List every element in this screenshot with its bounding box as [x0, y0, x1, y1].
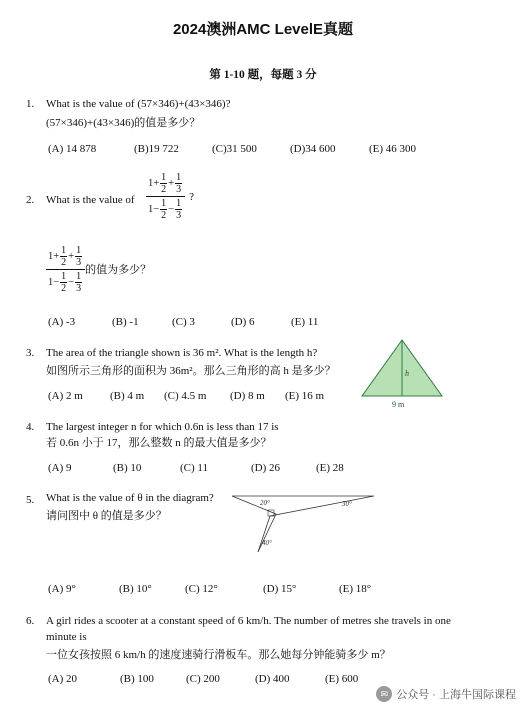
option-c[interactable]: (C) 3 — [172, 316, 195, 328]
option-d[interactable]: (D) 6 — [231, 316, 255, 328]
math-expression-cn: 1 + $\frac{1}{2}$ + $\frac{1}{3}$ 1 − $\frac{1}{2}$ − $\frac{1}{3}$ 的值为多少？ — [48, 245, 152, 294]
height-label: h — [405, 369, 409, 378]
option-a[interactable]: (A) 2 m — [48, 390, 83, 402]
option-e[interactable]: (E) 600 — [325, 673, 359, 685]
option-d[interactable]: (D) 26 — [251, 462, 281, 474]
question-number: 6. — [26, 615, 35, 627]
option-d[interactable]: (D) 8 m — [230, 390, 265, 402]
wechat-icon: ✉ — [376, 686, 392, 702]
question-text-cn: 一位女孩按照 6 km/h 的速度速骑行滑板车。那么她每分钟能骑多少 m？ — [46, 649, 391, 661]
option-a[interactable]: (A) 20 — [48, 673, 78, 685]
angle-label-30: 30° — [342, 500, 352, 508]
option-c[interactable]: (C) 11 — [180, 462, 209, 474]
option-e[interactable]: (E) 11 — [291, 316, 319, 328]
watermark-text: 公众号 · 上海牛国际课程 — [396, 689, 516, 701]
triangle-figure — [360, 338, 444, 412]
section-heading: 第 1-10 题，每题 3 分 — [209, 69, 317, 81]
question-number: 4. — [26, 421, 35, 433]
option-d[interactable]: (D)34 600 — [290, 143, 336, 155]
question-text-en: The area of the triangle shown is 36 m². What is the length h? — [46, 347, 318, 359]
option-a[interactable]: (A) 9 — [48, 462, 72, 474]
angle-label-40: 40° — [262, 539, 272, 547]
option-b[interactable]: (B)19 722 — [134, 143, 179, 155]
option-e[interactable]: (E) 46 300 — [369, 143, 417, 155]
question-text-en: What is the value of — [46, 194, 135, 206]
question-number: 2. — [26, 194, 35, 206]
math-expression: 1 + $\frac{1}{2}$ + $\frac{1}{3}$ 1 − $\frac{1}{2}$ − $\frac{1}{3}$ ? — [148, 172, 194, 221]
question-number: 5. — [26, 494, 35, 506]
angle-diagram — [230, 492, 380, 556]
option-c[interactable]: (C) 200 — [186, 673, 220, 685]
option-b[interactable]: (B) 100 — [120, 673, 154, 685]
watermark — [376, 686, 516, 702]
option-a[interactable]: (A) 14 878 — [48, 143, 97, 155]
option-e[interactable]: (E) 16 m — [285, 390, 325, 402]
option-c[interactable]: (C)31 500 — [212, 143, 257, 155]
option-b[interactable]: (B) 10° — [119, 583, 152, 595]
page-title: 2024澳洲AMC LevelE真题 — [172, 21, 354, 38]
question-text-cn: 请问图中 θ 的值是多少？ — [46, 510, 167, 522]
question-text-en: What is the value of θ in the diagram? — [46, 492, 214, 504]
question-text-cn: 若 0.6n 小于 17，那么整数 n 的最大值是多少？ — [46, 437, 272, 449]
option-b[interactable]: (B) -1 — [112, 316, 139, 328]
question-number: 1. — [26, 98, 35, 110]
option-a[interactable]: (A) 9° — [48, 583, 76, 595]
option-b[interactable]: (B) 4 m — [110, 390, 145, 402]
question-text-en: A girl rides a scooter at a constant speed of 6 km/h. The number of metres she travels in one — [46, 615, 451, 627]
option-d[interactable]: (D) 400 — [255, 673, 290, 685]
question-text-cn: (57×346)+(43×346)的值是多少？ — [46, 117, 201, 129]
angle-label-20: 20° — [260, 499, 270, 507]
base-label: 9 m — [392, 400, 405, 409]
question-text-en: The largest integer n for which 0.6n is less than 17 is — [46, 421, 279, 433]
option-a[interactable]: (A) -3 — [48, 316, 76, 328]
question-text-cn: 如图所示三角形的面积为 36m²。那么三角形的高 h 是多少？ — [46, 365, 336, 377]
question-text-en-cont: minute is — [46, 631, 87, 643]
option-b[interactable]: (B) 10 — [113, 462, 142, 474]
option-e[interactable]: (E) 28 — [316, 462, 344, 474]
option-c[interactable]: (C) 4.5 m — [164, 390, 207, 402]
question-number: 3. — [26, 347, 35, 359]
option-e[interactable]: (E) 18° — [339, 583, 372, 595]
question-text-en: What is the value of (57×346)+(43×346)? — [46, 98, 231, 110]
option-c[interactable]: (C) 12° — [185, 583, 218, 595]
option-d[interactable]: (D) 15° — [263, 583, 297, 595]
